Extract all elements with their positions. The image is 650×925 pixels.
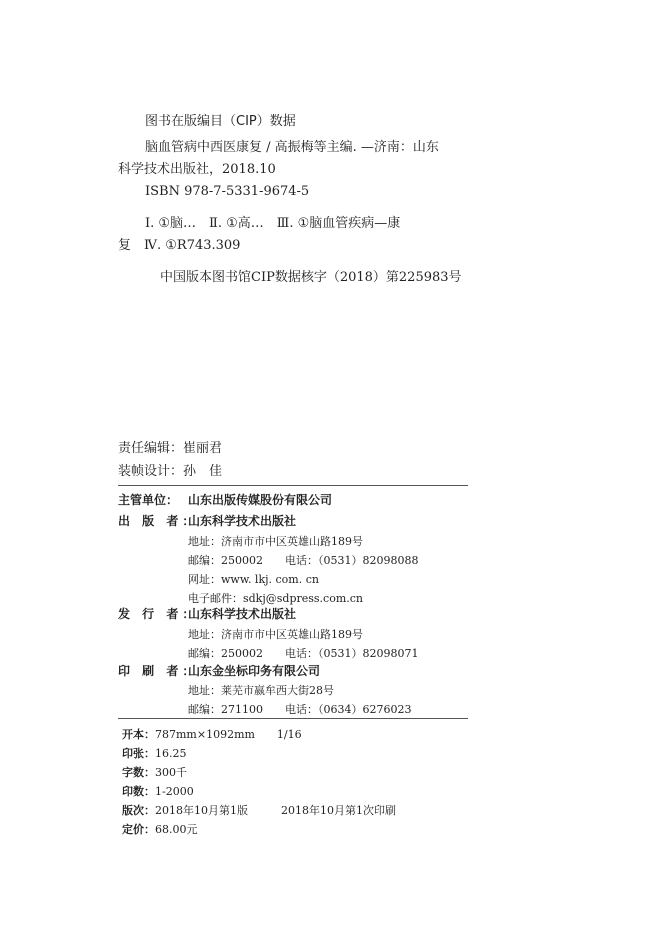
publisher-email: 电子邮件：sdkj@sdpress.com.cn <box>188 592 364 605</box>
responsible-editor: 责任编辑：崔丽君 <box>118 441 223 456</box>
cip-line-1: 脑血管病中西医康复 / 高振梅等主编. —济南：山东 <box>145 140 439 155</box>
classification-line-2: 复 Ⅳ. ①R743.309 <box>118 238 241 253</box>
publisher-row <box>118 512 296 529</box>
spec-sheets <box>122 745 187 761</box>
printer-address: 地址：莱芜市嬴牟西大街28号 <box>188 684 334 697</box>
distributor-row <box>118 605 296 622</box>
distributor-label: 发 行 者： <box>118 607 199 621</box>
top-divider <box>118 485 468 486</box>
spec-key: 字数： <box>122 766 155 779</box>
spec-key: 定价： <box>122 823 155 836</box>
spec-value: 68.00元 <box>155 823 198 836</box>
spec-value: 16.25 <box>155 747 187 760</box>
printer-label: 印 刷 者： <box>118 664 199 678</box>
spec-edition <box>122 802 396 818</box>
classification-line-1: Ⅰ. ①脑… Ⅱ. ①高… Ⅲ. ①脑血管疾病—康 <box>145 216 401 231</box>
spec-format <box>122 726 302 742</box>
cip-line-2: 科学技术出版社，2018.10 <box>118 162 276 177</box>
spec-value: 1-2000 <box>155 785 194 798</box>
publisher-website: 网址：www. lkj. com. cn <box>188 573 319 586</box>
bottom-divider <box>118 718 468 719</box>
spec-value: 2018年10月第1版 2018年10月第1次印刷 <box>155 804 396 817</box>
spec-print-run <box>122 783 194 799</box>
printer-row <box>118 662 320 679</box>
distributor-name: 山东科学技术出版社 <box>188 607 297 621</box>
supervisor-name: 山东出版传媒股份有限公司 <box>188 493 333 507</box>
supervisor-label: 主管单位： <box>118 493 179 507</box>
spec-key: 版次： <box>122 804 155 817</box>
printer-name: 山东金坐标印务有限公司 <box>188 664 321 678</box>
publisher-label: 出 版 者： <box>118 514 199 528</box>
publisher-address: 地址：济南市市中区英雄山路189号 <box>188 535 363 548</box>
printer-post: 邮编：271100 电话：（0634）6276023 <box>188 703 412 716</box>
publisher-post: 邮编：250002 电话：（0531）82098088 <box>188 554 419 567</box>
spec-word-count <box>122 764 187 780</box>
spec-key: 开本： <box>122 728 155 741</box>
spec-value: 787mm×1092mm 1/16 <box>155 728 302 741</box>
distributor-address: 地址：济南市市中区英雄山路189号 <box>188 628 363 641</box>
cip-heading: 图书在版编目（CIP）数据 <box>145 114 296 129</box>
cip-description <box>118 137 470 289</box>
cip-number: 中国版本图书馆CIP数据核字（2018）第225983号 <box>160 270 462 285</box>
supervisor-row <box>118 491 332 508</box>
publisher-name: 山东科学技术出版社 <box>188 514 297 528</box>
binding-designer: 装帧设计：孙 佳 <box>118 464 223 479</box>
spec-value: 300千 <box>155 766 187 779</box>
spec-key: 印数： <box>122 785 155 798</box>
spec-price <box>122 821 198 837</box>
isbn: ISBN 978-7-5331-9674-5 <box>145 184 310 199</box>
spec-key: 印张： <box>122 747 155 760</box>
distributor-post: 邮编：250002 电话：（0531）82098071 <box>188 647 419 660</box>
